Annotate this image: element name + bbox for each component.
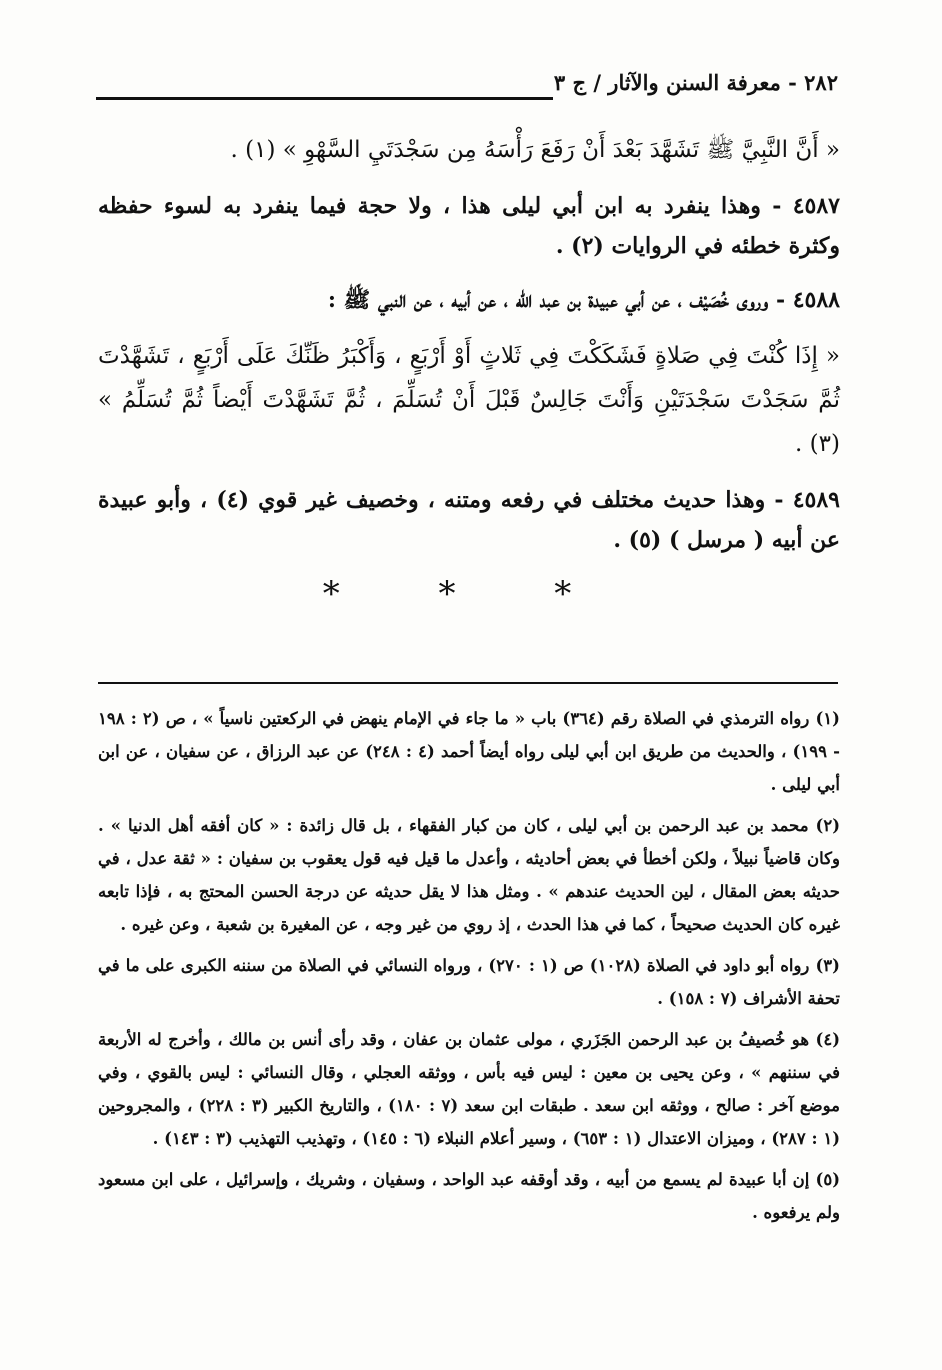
hadith-quote-1: « أَنَّ النَّبِيَّ ﷺ تَشَهَّدَ بَعْدَ أَنْ رَفَعَ رَأْسَهُ مِن سَجْدَتَيِ السَّهْوِ » (١) . bbox=[230, 137, 840, 163]
header-rule bbox=[96, 97, 553, 100]
header-title: ٢٨٢ - معرفة السنن والآثار / ج ٣ bbox=[553, 70, 838, 95]
footnotes bbox=[98, 702, 840, 1237]
footnote-2: (٢) محمد بن عبد الرحمن بن أبي ليلى ، كان من كبار الفقهاء ، بل قال زائدة : « كان أفقه أهل الدنيا » . وكان قاضياً نبيلاً ، ولكن أخطأ في بعض أحاديثه ، وأعدل ما قيل فيه قول يعقوب بن سفيان : « ثقة عدل ، في حديثه بعض المقال ، لين الحديث عندهم » . ومثل هذا لا يقل حديثه عن درجة الحسن المحتج به ، فإذا تابعه غيره كان الحديث صحيحاً ، كما في هذا الحدث ، إذ روي من غير وجه ، عن المغيرة بن شعبة ، وعن غيره . bbox=[98, 816, 840, 934]
footnote-4: (٤) هو خُصيفُ بن عبد الرحمن الجَزَري ، مولى عثمان بن عفان ، وقد رأى أنس بن مالك ، وأخرج له الأربعة في سننهم » ، وعن يحيى بن معين : ليس فيه بأس ، ووثقه العجلي ، وقال النسائي : ليس بالقوي ، وفي موضع آخر : صالح ، ووثقه ابن سعد . طبقات ابن سعد (٧ : ١٨٠) ، والتاريخ الكبير (٣ : ٢٢٨) ، والمجروحين (١ : ٢٨٧) ، وميزان الاعتدال (١ : ٦٥٣) ، وسير أعلام النبلاء (٦ : ١٤٥) ، وتهذيب التهذيب (٣ : ١٤٣) . bbox=[98, 1030, 840, 1148]
footnote-5: (٥) إن أبا عبيدة لم يسمع من أبيه ، وقد أوقفه عبد الواحد ، وسفيان ، وشريك ، وإسرائيل ، على ابن مسعود ولم يرفعوه . bbox=[98, 1170, 840, 1222]
hadith-quote-2: « إِذَا كُنْتَ فِي صَلاةٍ فَشَكَكْتَ فِي ثَلاثٍ أَوْ أَرْبَعٍ ، وَأَكْبَرُ ظَنِّكَ عَلَى أَرْبَعٍ ، تَشَهَّدْتَ ثُمَّ سَجَدْتَ سَجْدَتَيْنِ وَأَنْتَ جَالِسٌ قَبْلَ أَنْ تُسَلِّمَ ، ثُمَّ تَشَهَّدْتَ أَيْضاً ثُمَّ تُسَلِّمُ » (٣) . bbox=[98, 343, 840, 457]
paragraph-4589: ٤٥٨٩ - وهذا حديث مختلف في رفعه ومتنه ، وخصيف غير قوي (٤) ، وأبو عبيدة عن أبيه ( مرسل ) (٥) . bbox=[98, 487, 840, 553]
footnote-rule bbox=[98, 682, 838, 684]
main-text bbox=[98, 128, 840, 614]
paragraph-4588: ٤٥٨٨ - وروى خُصَيْف ، عن أبي عبيدة بن عبد الله ، عن أبيه ، عن النبي ﷺ : bbox=[327, 287, 840, 313]
footnote-1: (١) رواه الترمذي في الصلاة رقم (٣٦٤) باب « ما جاء في الإمام ينهض في الركعتين ناسياً » ، ص (٢ : ١٩٨ - ١٩٩) ، والحديث من طريق ابن أبي ليلى رواه أيضاً أحمد (٤ : ٢٤٨) عن عبد الرزاق ، عن سفيان ، عن ابن أبي ليلى . bbox=[98, 709, 840, 794]
section-separator: * * * bbox=[322, 574, 616, 614]
footnote-3: (٣) رواه أبو داود في الصلاة (١٠٢٨) ص (١ : ٢٧٠) ، ورواه النسائي في الصلاة من سننه الكبرى على ما في تحفة الأشراف (٧ : ١٥٨) . bbox=[98, 956, 840, 1008]
paragraph-4587: ٤٥٨٧ - وهذا ينفرد به ابن أبي ليلى هذا ، ولا حجة فيما ينفرد به لسوء حفظه وكثرة خطئه في الروايات (٢) . bbox=[98, 193, 840, 259]
running-header bbox=[96, 70, 838, 104]
